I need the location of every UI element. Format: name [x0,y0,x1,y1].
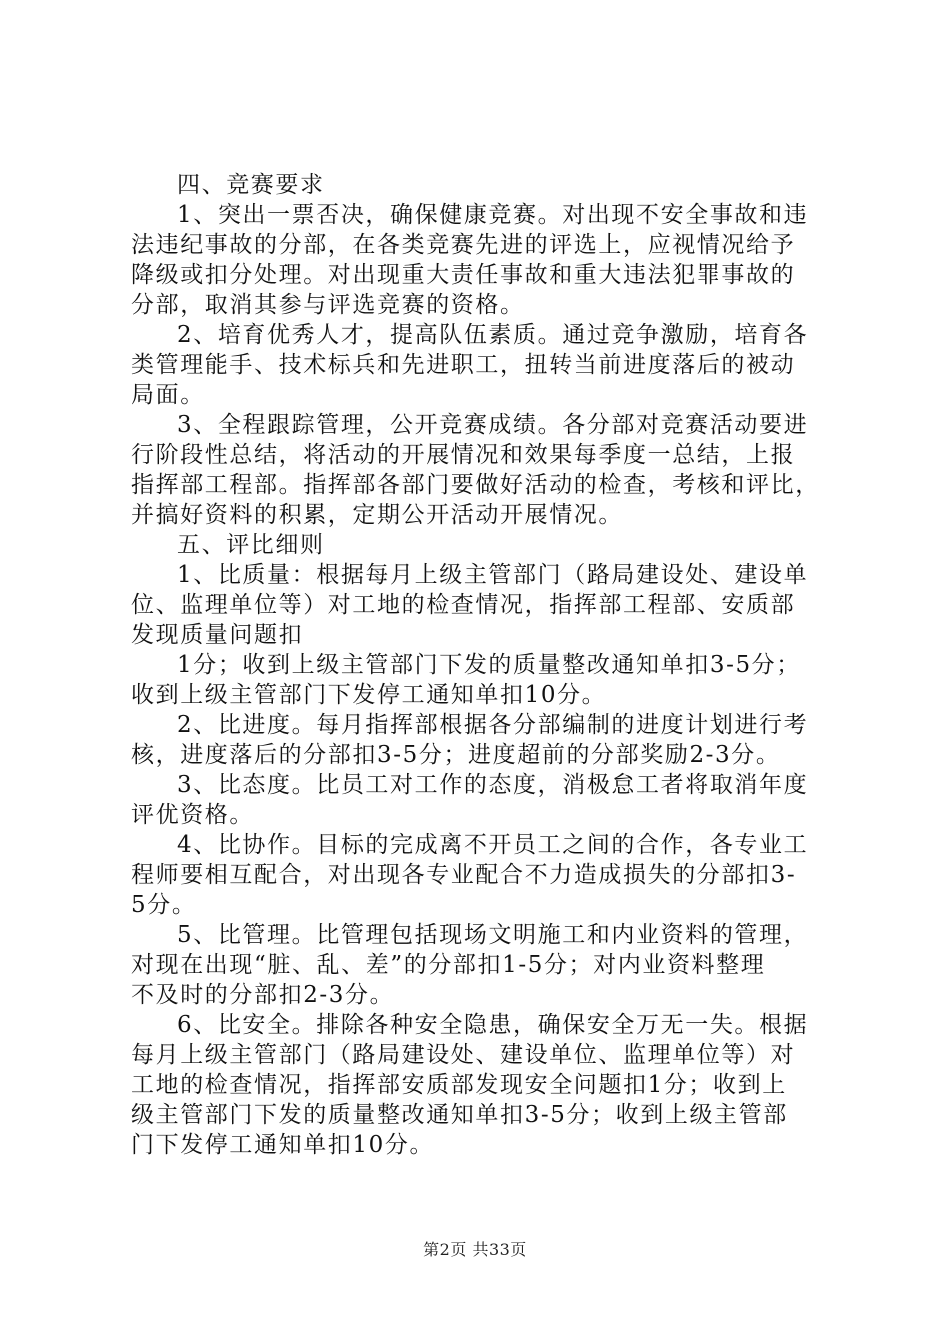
text-line: 工地的检查情况，指挥部安质部发现安全问题扣1分；收到上 [131,1072,787,1098]
text-line: 降级或扣分处理。对出现重大责任事故和重大违法犯罪事故的 [131,262,796,288]
text-line: 2、比进度。每月指挥部根据各分部编制的进度计划进行考 [177,712,809,738]
text-line: 四、竞赛要求 [177,172,325,198]
text-line: 行阶段性总结，将活动的开展情况和效果每季度一总结，上报 [131,442,796,468]
text-line: 5分。 [131,892,197,918]
text-line: 门下发停工通知单扣10分。 [131,1132,435,1158]
text-line: 程师要相互配合，对出现各专业配合不力造成损失的分部扣3- [131,862,797,888]
text-line: 法违纪事故的分部，在各类竞赛先进的评选上，应视情况给予 [131,232,796,258]
document-body [131,170,831,1160]
text-line: 5、比管理。比管理包括现场文明施工和内业资料的管理， [177,922,809,948]
text-line: 五、评比细则 [177,532,325,558]
text-line: 2、培育优秀人才，提高队伍素质。通过竞争激励，培育各 [177,322,809,348]
text-line: 1分；收到上级主管部门下发的质量整改通知单扣3-5分； [177,652,801,678]
text-line: 评优资格。 [131,802,254,828]
text-line: 1、比质量：根据每月上级主管部门（路局建设处、建设单 [177,562,809,588]
text-line: 局面。 [131,382,205,408]
text-line: 类管理能手、技术标兵和先进职工，扭转当前进度落后的被动 [131,352,796,378]
text-line: 3、全程跟踪管理，公开竞赛成绩。各分部对竞赛活动要进 [177,412,809,438]
page-footer: 第2页 共33页 [423,1240,527,1259]
text-line: 分部，取消其参与评选竞赛的资格。 [131,292,525,318]
text-line: 发现质量问题扣 [131,622,304,648]
text-line: 位、监理单位等）对工地的检查情况，指挥部工程部、安质部 [131,592,796,618]
text-line: 指挥部工程部。指挥部各部门要做好活动的检查，考核和评比， [131,472,820,498]
text-line: 收到上级主管部门下发停工通知单扣10分。 [131,682,607,708]
text-line: 核，进度落后的分部扣3-5分；进度超前的分部奖励2-3分。 [131,742,781,768]
text-line: 1、突出一票否决，确保健康竞赛。对出现不安全事故和违 [177,202,809,228]
text-line: 6、比安全。排除各种安全隐患，确保安全万无一失。根据 [177,1012,809,1038]
text-line: 4、比协作。目标的完成离不开员工之间的合作，各专业工 [177,832,809,858]
text-line: 不及时的分部扣2-3分。 [131,982,395,1008]
text-line: 并搞好资料的积累，定期公开活动开展情况。 [131,502,623,528]
text-line: 级主管部门下发的质量整改通知单扣3-5分；收到上级主管部 [131,1102,788,1128]
text-line: 3、比态度。比员工对工作的态度，消极怠工者将取消年度 [177,772,809,798]
text-line: 对现在出现“脏、乱、差”的分部扣1-5分；对内业资料整理 [131,952,766,978]
text-line: 每月上级主管部门（路局建设处、建设单位、监理单位等）对 [131,1042,796,1068]
